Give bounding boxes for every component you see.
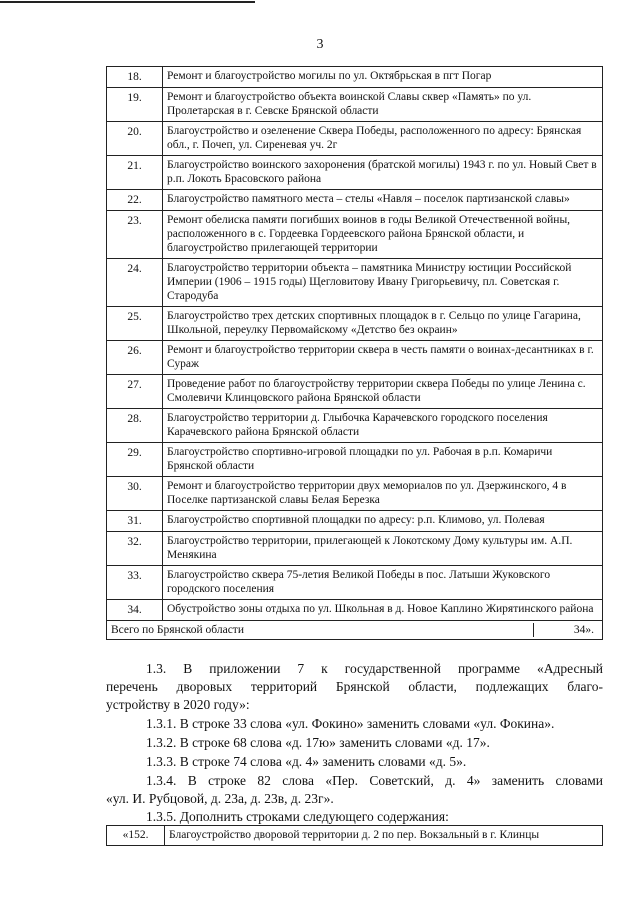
table-row <box>107 375 603 409</box>
table-row <box>107 156 603 190</box>
row-number: «152. <box>107 826 165 846</box>
total-row <box>107 621 603 640</box>
row-description: Благоустройство территории объекта – памятника Министру юстиции Российской Империи (1906 – 1915 годы) Щегловитову Ивану Григорьевичу, пл. Советская г. Стародуба <box>163 259 603 307</box>
row-number: 18. <box>107 67 163 88</box>
row-description: Благоустройство воинского захоронения (братской могилы) 1943 г. по ул. Новый Свет в р.п. Локоть Брасовского района <box>163 156 603 190</box>
row-description: Ремонт и благоустройство могилы по ул. Октябрьская в пгт Погар <box>163 67 603 88</box>
table-row <box>107 88 603 122</box>
table-row <box>107 477 603 511</box>
row-description: Проведение работ по благоустройству территории сквера Победы по улице Ленина с. Смолевичи Клинцовского района Брянской области <box>163 375 603 409</box>
row-number: 19. <box>107 88 163 122</box>
row-description: Обустройство зоны отдыха по ул. Школьная в д. Новое Каплино Жирятинского района <box>163 600 603 621</box>
table-row <box>107 190 603 211</box>
table-row <box>107 600 603 621</box>
projects-table <box>106 66 603 640</box>
paragraph-1-3-5: 1.3.5. Дополнить строками следующего содержания: <box>146 809 449 824</box>
paragraph-1-3-2: 1.3.2. В строке 68 слова «д. 17ю» заменить словами «д. 17». <box>146 735 490 750</box>
paragraph-1-3-line-2: перечень дворовых территорий Брянской области, подлежащих благо- <box>106 679 603 694</box>
table-row <box>107 566 603 600</box>
row-description: Ремонт обелиска памяти погибших воинов в годы Великой Отечественной войны, расположенного в с. Гордеевка Гордеевского района Брянской области, и благоустройство прилегающей территории <box>163 211 603 259</box>
paragraph-1-3-line-3: устройству в 2020 году»: <box>106 697 250 712</box>
row-description: Ремонт и благоустройство территории сквера в честь памяти о воинах-десантниках в г. Сураж <box>163 341 603 375</box>
row-number: 22. <box>107 190 163 211</box>
table-row <box>107 341 603 375</box>
row-number: 20. <box>107 122 163 156</box>
table-row <box>107 259 603 307</box>
row-description: Благоустройство памятного места – стелы «Навля – поселок партизанской славы» <box>163 190 603 211</box>
paragraph-1-3-3: 1.3.3. В строке 74 слова «д. 4» заменить словами «д. 5». <box>146 754 467 769</box>
table-row <box>107 511 603 532</box>
row-number: 28. <box>107 409 163 443</box>
table-row <box>107 211 603 259</box>
row-description: Благоустройство спортивно-игровой площадки по ул. Рабочая в р.п. Комаричи Брянской области <box>163 443 603 477</box>
row-number: 26. <box>107 341 163 375</box>
row-number: 27. <box>107 375 163 409</box>
table-row <box>107 409 603 443</box>
total-label: Всего по Брянской области <box>111 624 244 636</box>
row-number: 32. <box>107 532 163 566</box>
table-row <box>107 67 603 88</box>
total-value: 34». <box>533 623 602 637</box>
row-number: 31. <box>107 511 163 532</box>
paragraph-1-3-4-line-1: 1.3.4. В строке 82 слова «Пер. Советский, д. 4» заменить словами <box>146 773 603 788</box>
table-row <box>107 532 603 566</box>
page-number: 3 <box>316 37 324 52</box>
row-number: 34. <box>107 600 163 621</box>
row-description: Благоустройство территории, прилегающей к Локотскому Дому культуры им. А.П. Менякина <box>163 532 603 566</box>
new-rows-table-body <box>107 826 603 846</box>
row-number: 24. <box>107 259 163 307</box>
projects-table-body <box>107 67 603 621</box>
row-number: 21. <box>107 156 163 190</box>
row-number: 33. <box>107 566 163 600</box>
row-description: Благоустройство территории д. Глыбочка Карачевского городского поселения Карачевского района Брянской области <box>163 409 603 443</box>
table-row <box>107 122 603 156</box>
row-description: Благоустройство трех детских спортивных площадок в г. Сельцо по улице Гагарина, Школьной, переулку Первомайскому «Детство без окраин» <box>163 307 603 341</box>
row-description: Благоустройство и озеленение Сквера Победы, расположенного по адресу: Брянская обл., г. Почеп, ул. Сиреневая уч. 2г <box>163 122 603 156</box>
row-number: 25. <box>107 307 163 341</box>
row-number: 29. <box>107 443 163 477</box>
row-description: Благоустройство дворовой территории д. 2 по пер. Вокзальный в г. Клинцы <box>165 826 603 846</box>
row-description: Ремонт и благоустройство территории двух мемориалов по ул. Дзержинского, 4 в Поселке партизанской славы Белая Березка <box>163 477 603 511</box>
header-rule <box>0 1 255 3</box>
paragraph-1-3-4-line-2: «ул. И. Рубцовой, д. 23а, д. 23в, д. 23г». <box>106 791 334 806</box>
new-rows-table <box>106 825 603 846</box>
row-description: Ремонт и благоустройство объекта воинской Славы сквер «Память» по ул. Пролетарская в г. Севске Брянской области <box>163 88 603 122</box>
paragraph-1-3-line-1: 1.3. В приложении 7 к государственной программе «Адресный <box>146 661 603 676</box>
table-row <box>107 826 603 846</box>
row-number: 23. <box>107 211 163 259</box>
table-row <box>107 307 603 341</box>
row-description: Благоустройство сквера 75-летия Великой Победы в пос. Латыши Жуковского городского поселения <box>163 566 603 600</box>
row-number: 30. <box>107 477 163 511</box>
table-row <box>107 443 603 477</box>
paragraph-1-3-1: 1.3.1. В строке 33 слова «ул. Фокино» заменить словами «ул. Фокина». <box>146 716 555 731</box>
row-description: Благоустройство спортивной площадки по адресу: р.п. Климово, ул. Полевая <box>163 511 603 532</box>
